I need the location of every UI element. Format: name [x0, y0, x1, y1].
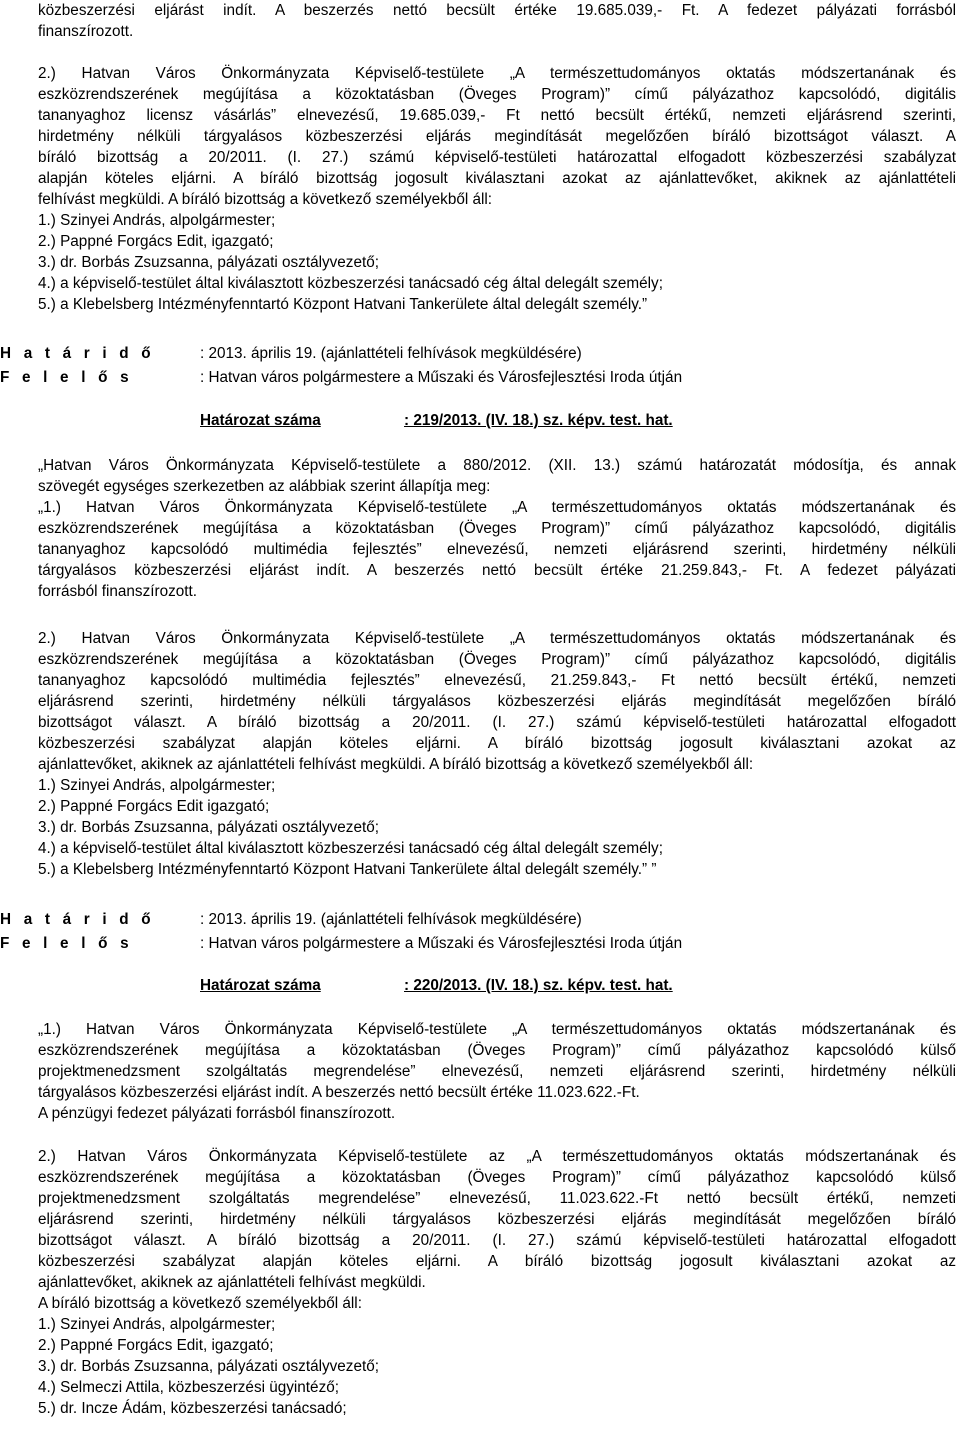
paragraph-line: projektmenedzsment szolgáltatás megrendelése” elnevezésű, 11.023.622.-Ft nettó becsült értékű, nemzeti — [38, 1190, 956, 1207]
list-item: 4.) a képviselő-testület által kiválasztott közbeszerzési tanácsadó cég által delegált személy; — [38, 840, 663, 857]
paragraph-line: 2.) Hatvan Város Önkormányzata Képviselő-testülete az „A természettudományos oktatás módszertanának és — [38, 1148, 956, 1165]
paragraph-line: bizottságot választ. A bíráló bizottság a 20/2011. (I. 27.) számú képviselő-testületi határozattal elfogadott — [38, 714, 956, 731]
paragraph-line: eszközrendszerének megújítása a közoktatásban (Öveges Program)” című pályázathoz kapcsolódó külső — [38, 1169, 956, 1186]
list-item: 2.) Pappné Forgács Edit, igazgató; — [38, 1337, 274, 1354]
paragraph-line: eljárásrend szerinti, hirdetmény nélküli tárgyalásos közbeszerzési eljárás megindítását megelőzően bíráló — [38, 693, 956, 710]
felelos-label: F e l e l ő s — [0, 369, 133, 386]
hatarido-label: H a t á r i d ő — [0, 345, 155, 362]
paragraph-line: 2.) Hatvan Város Önkormányzata Képviselő-testülete „A természettudományos oktatás módszertanának és — [38, 65, 956, 82]
paragraph-line: 2.) Hatvan Város Önkormányzata Képviselő-testülete „A természettudományos oktatás módszertanának és — [38, 630, 956, 647]
paragraph-line: tárgyalásos közbeszerzési eljárást indít. A beszerzés nettó becsült értéke 11.023.622.-Ft. — [38, 1084, 640, 1101]
paragraph-line: bizottságot választ. A bíráló bizottság a 20/2011. (I. 27.) számú képviselő-testületi határozattal elfogadott — [38, 1232, 956, 1249]
resolution-number-heading — [200, 978, 673, 993]
paragraph-line: közbeszerzési eljárást indít. A beszerzés nettó becsült értéke 19.685.039,- Ft. A fedezet pályázati forrásból — [38, 2, 956, 19]
paragraph-line: bíráló bizottság a 20/2011. (I. 27.) számú képviselő-testületi határozattal elfogadott közbeszerzési szabályzat — [38, 149, 956, 166]
resolution-number: : 219/2013. (IV. 18.) sz. képv. test. hat. — [404, 412, 673, 429]
list-item: 3.) dr. Borbás Zsuzsanna, pályázati osztályvezető; — [38, 1358, 379, 1375]
deadline-responsible-block — [0, 912, 960, 957]
paragraph-line: projektmenedzsment szolgáltatás megrendelése” elnevezésű, nemzeti eljárásrend szerinti, hirdetmény nélküli — [38, 1063, 956, 1080]
list-item: 2.) Pappné Forgács Edit igazgató; — [38, 798, 270, 815]
list-item: 2.) Pappné Forgács Edit, igazgató; — [38, 233, 274, 250]
list-item: 4.) Selmeczi Attila, közbeszerzési ügyintéző; — [38, 1379, 339, 1396]
paragraph-line: tananyaghoz kapcsolódó multimédia fejlesztés” elnevezésű, 21.259.843,- Ft nettó becsült értékű, nemzeti — [38, 672, 956, 689]
paragraph-line: szövegét egységes szerkezetben az alábbiak szerint állapítja meg: — [38, 478, 491, 495]
hatarido-value: : 2013. április 19. (ajánlattételi felhívások megküldésére) — [200, 345, 582, 362]
paragraph-line: eszközrendszerének megújítása a közoktatásban (Öveges Program)” című pályázathoz kapcsolódó, digitális — [38, 520, 956, 537]
list-item: 1.) Szinyei András, alpolgármester; — [38, 212, 276, 229]
paragraph-line: forrásból finanszírozott. — [38, 583, 197, 600]
felelos-label: F e l e l ő s — [0, 935, 133, 952]
resolution-number-heading — [200, 413, 673, 428]
paragraph-line: eljárásrend szerinti, hirdetmény nélküli tárgyalásos közbeszerzési eljárás megindítását megelőzően bíráló — [38, 1211, 956, 1228]
paragraph-line: ajánlattevőket, akiknek az ajánlattételi felhívást megküldi. A bíráló bizottság a következő személyekből áll: — [38, 756, 754, 773]
paragraph-line: alapján köteles eljárni. A bíráló bizottság jogosult kiválasztani azokat az ajánlattevőket, akiknek az ajánlattételi — [38, 170, 956, 187]
list-item: 5.) a Klebelsberg Intézményfenntartó Központ Hatvani Tankerülete által delegált személy.” — [38, 296, 648, 313]
paragraph-line: közbeszerzési szabályzat alapján köteles eljárni. A bíráló bizottság jogosult kiválasztani azokat az — [38, 1253, 956, 1270]
paragraph-line: ajánlattevőket, akiknek az ajánlattételi felhívást megküldi. — [38, 1274, 426, 1291]
resolution-label: Határozat száma — [200, 977, 321, 994]
paragraph-line: felhívást megküldi. A bíráló bizottság a következő személyekből áll: — [38, 191, 493, 208]
deadline-responsible-block — [0, 346, 960, 391]
paragraph-line: A pénzügyi fedezet pályázati forrásból finanszírozott. — [38, 1105, 396, 1122]
paragraph-line: eszközrendszerének megújítása a közoktatásban (Öveges Program)” című pályázathoz kapcsolódó, digitális — [38, 86, 956, 103]
paragraph-line: tananyaghoz kapcsolódó multimédia fejlesztés” elnevezésű, nemzeti eljárásrend szerinti, hirdetmény nélküli — [38, 541, 956, 558]
paragraph-line: eszközrendszerének megújítása a közoktatásban (Öveges Program)” című pályázathoz kapcsolódó külső — [38, 1042, 956, 1059]
felelos-value: : Hatvan város polgármestere a Műszaki és Városfejlesztési Iroda útján — [200, 369, 683, 386]
paragraph-line: „1.) Hatvan Város Önkormányzata Képviselő-testülete „A természettudományos oktatás módszertanának és — [38, 1021, 956, 1038]
list-item: 5.) dr. Incze Ádám, közbeszerzési tanácsadó; — [38, 1400, 347, 1417]
hatarido-value: : 2013. április 19. (ajánlattételi felhívások megküldésére) — [200, 911, 582, 928]
paragraph-line: finanszírozott. — [38, 23, 134, 40]
paragraph-line: „1.) Hatvan Város Önkormányzata Képviselő-testülete „A természettudományos oktatás módszertanának és — [38, 499, 956, 516]
paragraph-line: közbeszerzési szabályzat alapján köteles eljárni. A bíráló bizottság jogosult kiválasztani azokat az — [38, 735, 956, 752]
paragraph-line: A bíráló bizottság a következő személyekből áll: — [38, 1295, 362, 1312]
list-item: 4.) a képviselő-testület által kiválasztott közbeszerzési tanácsadó cég által delegált személy; — [38, 275, 663, 292]
resolution-number: : 220/2013. (IV. 18.) sz. képv. test. hat. — [404, 977, 673, 994]
paragraph-line: eszközrendszerének megújítása a közoktatásban (Öveges Program)” című pályázathoz kapcsolódó, digitális — [38, 651, 956, 668]
hatarido-label: H a t á r i d ő — [0, 911, 155, 928]
felelos-value: : Hatvan város polgármestere a Műszaki és Városfejlesztési Iroda útján — [200, 935, 683, 952]
list-item: 3.) dr. Borbás Zsuzsanna, pályázati osztályvezető; — [38, 819, 379, 836]
resolution-label: Határozat száma — [200, 412, 321, 429]
paragraph-line: „Hatvan Város Önkormányzata Képviselő-testülete a 880/2012. (XII. 13.) számú határozatát módosítja, és annak — [38, 457, 956, 474]
list-item: 1.) Szinyei András, alpolgármester; — [38, 1316, 276, 1333]
paragraph-line: tananyaghoz licensz vásárlás” elnevezésű, 19.685.039,- Ft nettó becsült értékű, nemzeti eljárásrend szerinti, — [38, 107, 956, 124]
paragraph-line: tárgyalásos közbeszerzési eljárást indít. A beszerzés nettó becsült értéke 21.259.843,- Ft. A fedezet pályázati — [38, 562, 956, 579]
paragraph-line: hirdetmény nélküli tárgyalásos közbeszerzési eljárás megindítását megelőzően bíráló bizottságot választ. A — [38, 128, 956, 145]
list-item: 5.) a Klebelsberg Intézményfenntartó Központ Hatvani Tankerülete által delegált személy.” ” — [38, 861, 657, 878]
list-item: 1.) Szinyei András, alpolgármester; — [38, 777, 276, 794]
list-item: 3.) dr. Borbás Zsuzsanna, pályázati osztályvezető; — [38, 254, 379, 271]
